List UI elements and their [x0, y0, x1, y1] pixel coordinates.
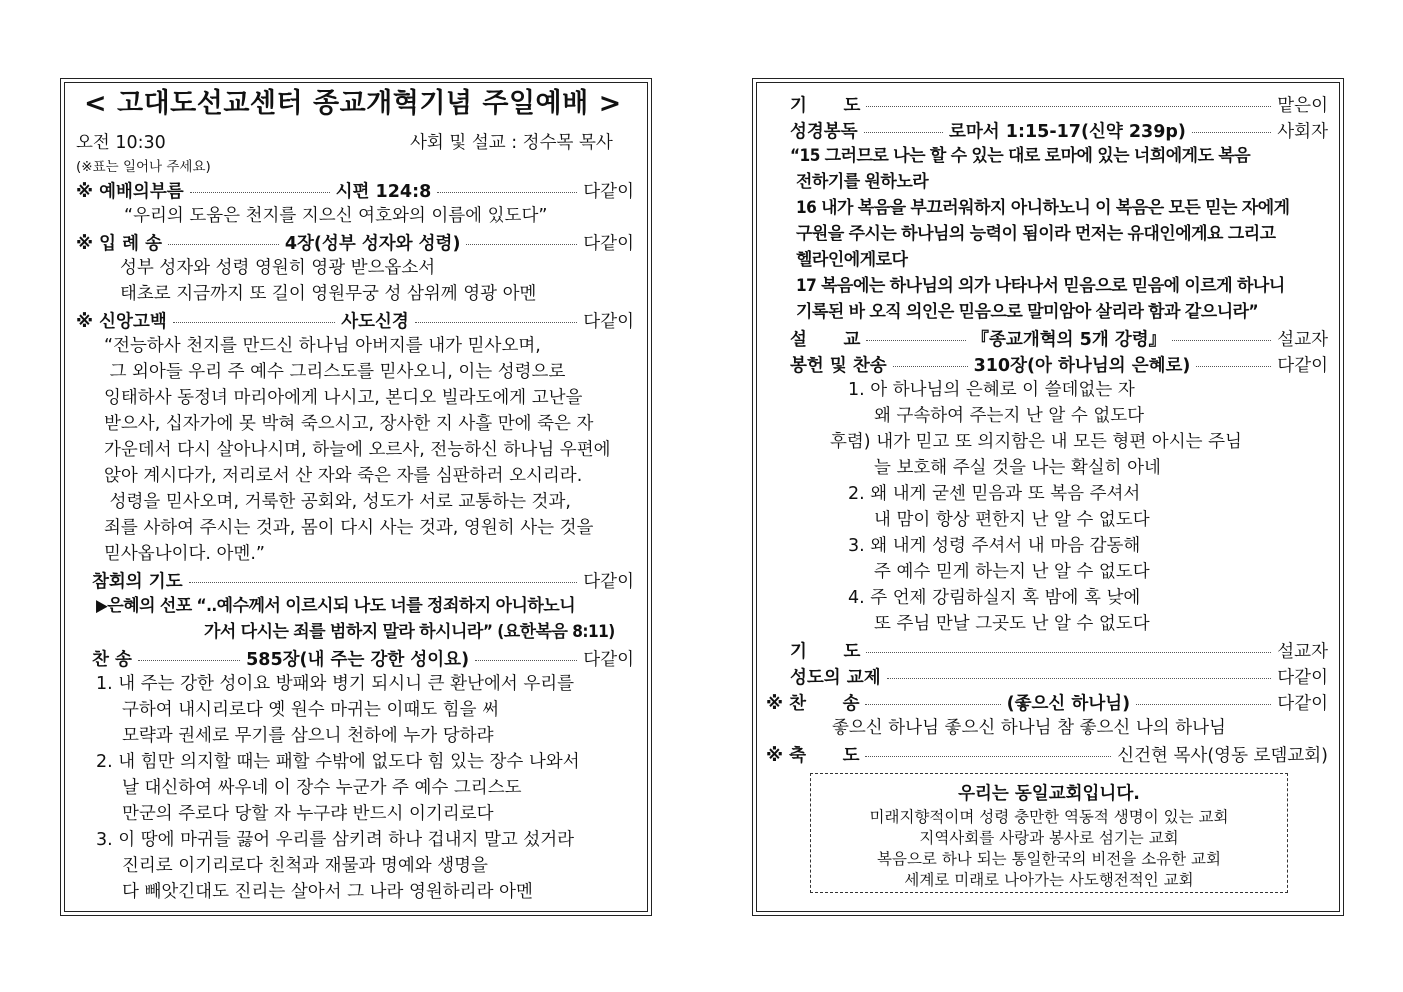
scripture-line: 전하기를 원하노라 — [796, 172, 929, 192]
leader-dots — [887, 678, 1272, 679]
motto-line: 세계로 미래로 나아가는 사도행전적인 교회 — [904, 871, 1194, 889]
order-prayer-2 — [790, 638, 1328, 662]
order-right: 다같이 — [1277, 355, 1329, 376]
scripture-line: 16 내가 복음을 부끄러워하지 아니하노니 이 복음은 모든 믿는 자에게 — [796, 198, 1290, 218]
order-label: 성경봉독 — [790, 121, 858, 142]
order-center: 사도신경 — [341, 311, 409, 332]
order-right: 다같이 — [583, 181, 634, 202]
order-hymn — [92, 646, 634, 670]
order-center: 585장(내 주는 강한 성이요) — [246, 649, 470, 670]
order-center: 310장(아 하나님의 은혜로) — [973, 355, 1191, 376]
order-right: 사회자 — [1277, 121, 1328, 142]
order-praise — [766, 690, 1328, 714]
order-label: ※ 축 도 — [766, 745, 860, 766]
leader-dots — [1172, 340, 1271, 341]
hymn-line: 다 빼앗긴대도 진리는 살아서 그 나라 영원하리라 아멘 — [122, 882, 533, 902]
scripture-line: 17 복음에는 하나님의 의가 나타나서 믿음으로 믿음에 이르게 하나니 — [796, 276, 1285, 296]
order-label: 찬 송 — [92, 649, 132, 670]
order-right: 신건현 목사(영동 로뎀교회) — [1117, 745, 1328, 766]
scripture-line: 기록된 바 오직 의인은 믿음으로 말미암아 살리라 함과 같으니라” — [796, 302, 1259, 322]
scripture-line: 헬라인에게로다 — [796, 250, 908, 270]
creed-line: 성령을 믿사오며, 거룩한 공회와, 성도가 서로 교통하는 것과, — [104, 492, 571, 512]
order-center: 로마서 1:15-17(신약 239p) — [949, 121, 1186, 142]
order-center: (좋으신 하나님) — [1006, 693, 1131, 714]
scripture-line: “15 그러므로 나는 할 수 있는 대로 로마에 있는 너희에게도 복음 — [790, 146, 1251, 166]
order-right: 다같이 — [583, 649, 635, 670]
creed-line: “전능하사 천지를 만드신 하나님 아버지를 내가 믿사오며, — [104, 336, 541, 356]
declaration-of-grace: ▶은혜의 선포 “..예수께서 이르시되 나도 너를 정죄하지 아니하노니 — [96, 596, 576, 616]
leader-dots — [475, 660, 577, 661]
creed-line: 잉태하사 동정녀 마리아에게 나시고, 본디오 빌라도에게 고난을 — [104, 388, 583, 408]
leader-dots — [1192, 132, 1271, 133]
call-to-worship-text: “우리의 도움은 천지를 지으신 여호와의 이름에 있도다” — [124, 206, 548, 226]
offering-hymn-line: 늘 보호해 주실 것을 나는 확실히 아네 — [874, 458, 1161, 478]
motto-line: 복음으로 하나 되는 통일한국의 비전을 소유한 교회 — [877, 850, 1221, 868]
leader-dots — [1196, 366, 1271, 367]
order-right: 다같이 — [583, 571, 634, 592]
order-call-to-worship — [76, 178, 634, 202]
order-sermon — [790, 326, 1328, 350]
offering-hymn-line: 1. 아 하나님의 은혜로 이 쓸데없는 자 — [848, 380, 1135, 400]
order-benediction — [766, 742, 1328, 766]
order-creed — [76, 308, 634, 332]
hymn-line: 진리로 이기리로다 친척과 재물과 명예와 생명을 — [122, 856, 488, 876]
leader-dots — [173, 322, 335, 323]
motto-line: 미래지향적이며 성령 충만한 역동적 생명이 있는 교회 — [869, 808, 1229, 826]
offering-hymn-line: 4. 주 언제 강림하실지 혹 밤에 혹 낮에 — [848, 588, 1141, 608]
order-fellowship — [790, 664, 1328, 688]
leader-dots — [1136, 704, 1271, 705]
order-right: 다같이 — [583, 311, 635, 332]
church-motto-box — [810, 773, 1288, 893]
order-scripture-reading — [790, 118, 1328, 142]
offering-hymn-line: 2. 왜 내게 굳센 믿음과 또 복음 주셔서 — [848, 484, 1141, 504]
offering-hymn-line: 내 맘이 항상 편한지 난 알 수 없도다 — [874, 510, 1150, 530]
creed-line: 그 외아들 우리 주 예수 그리스도를 믿사오니, 이는 성령으로 — [104, 362, 566, 382]
order-label: 기 도 — [790, 95, 861, 116]
creed-line: 가운데서 다시 살아나시며, 하늘에 오르사, 전능하신 하나님 우편에 — [104, 440, 611, 460]
leader-dots — [437, 192, 577, 193]
hymn-line: 3. 이 땅에 마귀들 끓어 우리를 삼키려 하나 겁내지 말고 섰거라 — [96, 830, 575, 850]
leader-dots — [466, 244, 577, 245]
order-prayer — [790, 92, 1328, 116]
creed-line: 앉아 계시다가, 저리로서 산 자와 죽은 자를 심판하러 오시리라. — [104, 466, 583, 486]
leader-dots — [864, 132, 943, 133]
offering-hymn-line: 주 예수 믿게 하는지 난 알 수 없도다 — [874, 562, 1150, 582]
order-right: 설교자 — [1277, 641, 1328, 662]
leader-dots — [866, 652, 1271, 653]
order-right: 다같이 — [1277, 667, 1328, 688]
order-label: 참회의 기도 — [92, 571, 183, 592]
order-label: 봉헌 및 찬송 — [790, 355, 887, 376]
leader-dots — [138, 660, 240, 661]
hymn-line: 모략과 권세로 무기를 삼으니 천하에 누가 당하랴 — [122, 726, 494, 746]
order-label: ※ 입 례 송 — [76, 233, 163, 254]
scripture-line: 구원을 주시는 하나님의 능력이 됨이라 먼저는 유대인에게요 그리고 — [796, 224, 1276, 244]
creed-line: 받으사, 십자가에 못 박혀 죽으시고, 장사한 지 사흘 만에 죽은 자 — [104, 414, 594, 434]
order-offering-hymn — [790, 352, 1328, 376]
order-right: 다같이 — [1277, 693, 1329, 714]
hymn-line: 2. 내 힘만 의지할 때는 패할 수밖에 없도다 힘 있는 장수 나와서 — [96, 752, 580, 772]
opening-hymn-line: 태초로 지금까지 또 길이 영원무궁 성 삼위께 영광 아멘 — [120, 284, 537, 304]
motto-title: 우리는 동일교회입니다. — [958, 784, 1140, 804]
hymn-line: 1. 내 주는 강한 성이요 방패와 병기 되시니 큰 환난에서 우리를 — [96, 674, 575, 694]
leader-dots — [893, 366, 968, 367]
hymn-line: 날 대신하여 싸우네 이 장수 누군가 주 예수 그리스도 — [122, 778, 522, 798]
order-right: 맡은이 — [1277, 95, 1328, 116]
order-right: 설교자 — [1277, 329, 1329, 350]
leader-dots — [415, 322, 577, 323]
hymn-line: 구하여 내시리로다 옛 원수 마귀는 이때도 힘을 써 — [122, 700, 500, 720]
order-center: 『종교개혁의 5개 강령』 — [971, 329, 1167, 350]
leader-dots — [189, 582, 578, 583]
order-right: 다같이 — [583, 233, 634, 254]
motto-line: 지역사회를 사랑과 봉사로 섬기는 교회 — [919, 829, 1179, 847]
creed-line: 믿사옵나이다. 아멘.” — [104, 544, 265, 564]
offering-hymn-line: 왜 구속하여 주는지 난 알 수 없도다 — [874, 406, 1145, 426]
praise-text: 좋으신 하나님 좋으신 하나님 참 좋으신 나의 하나님 — [832, 718, 1226, 738]
service-leader: 사회 및 설교 : 정수목 목사 — [410, 133, 613, 153]
order-repentance-prayer — [92, 568, 634, 592]
order-label: 성도의 교제 — [790, 667, 881, 688]
leader-dots — [865, 756, 1111, 757]
leader-dots — [866, 106, 1271, 107]
order-center: 시편 124:8 — [335, 181, 432, 202]
order-opening-hymn — [76, 230, 634, 254]
leader-dots — [168, 244, 279, 245]
opening-hymn-line: 성부 성자와 성령 영원히 영광 받으옵소서 — [120, 258, 436, 278]
order-label: ※ 찬 송 — [766, 693, 860, 714]
offering-hymn-line: 후렴) 내가 믿고 또 의지함은 내 모든 형편 아시는 주님 — [830, 432, 1242, 452]
offering-hymn-line: 3. 왜 내게 성령 주셔서 내 마음 감동해 — [848, 536, 1141, 556]
service-time: 오전 10:30 — [76, 133, 166, 153]
leader-dots — [865, 704, 1000, 705]
order-center: 4장(성부 성자와 성령) — [284, 233, 461, 254]
hymn-line: 만군의 주로다 당할 자 누구랴 반드시 이기리로다 — [122, 804, 494, 824]
bulletin-title: < 고대도선교센터 종교개혁기념 주일예배 > — [84, 88, 622, 119]
creed-line: 죄를 사하여 주시는 것과, 몸이 다시 사는 것과, 영원히 사는 것을 — [104, 518, 594, 538]
standing-note: (※표는 일어나 주세요) — [76, 159, 211, 175]
leader-dots — [866, 340, 965, 341]
leader-dots — [190, 192, 330, 193]
declaration-of-grace: 가서 다시는 죄를 범하지 말라 하시니라” (요한복음 8:11) — [204, 622, 615, 642]
order-label: 기 도 — [790, 641, 861, 662]
offering-hymn-line: 또 주님 만날 그곳도 난 알 수 없도다 — [874, 614, 1150, 634]
order-label: ※ 예배의부름 — [76, 181, 184, 202]
order-label: ※ 신앙고백 — [76, 311, 167, 332]
order-label: 설 교 — [790, 329, 861, 350]
